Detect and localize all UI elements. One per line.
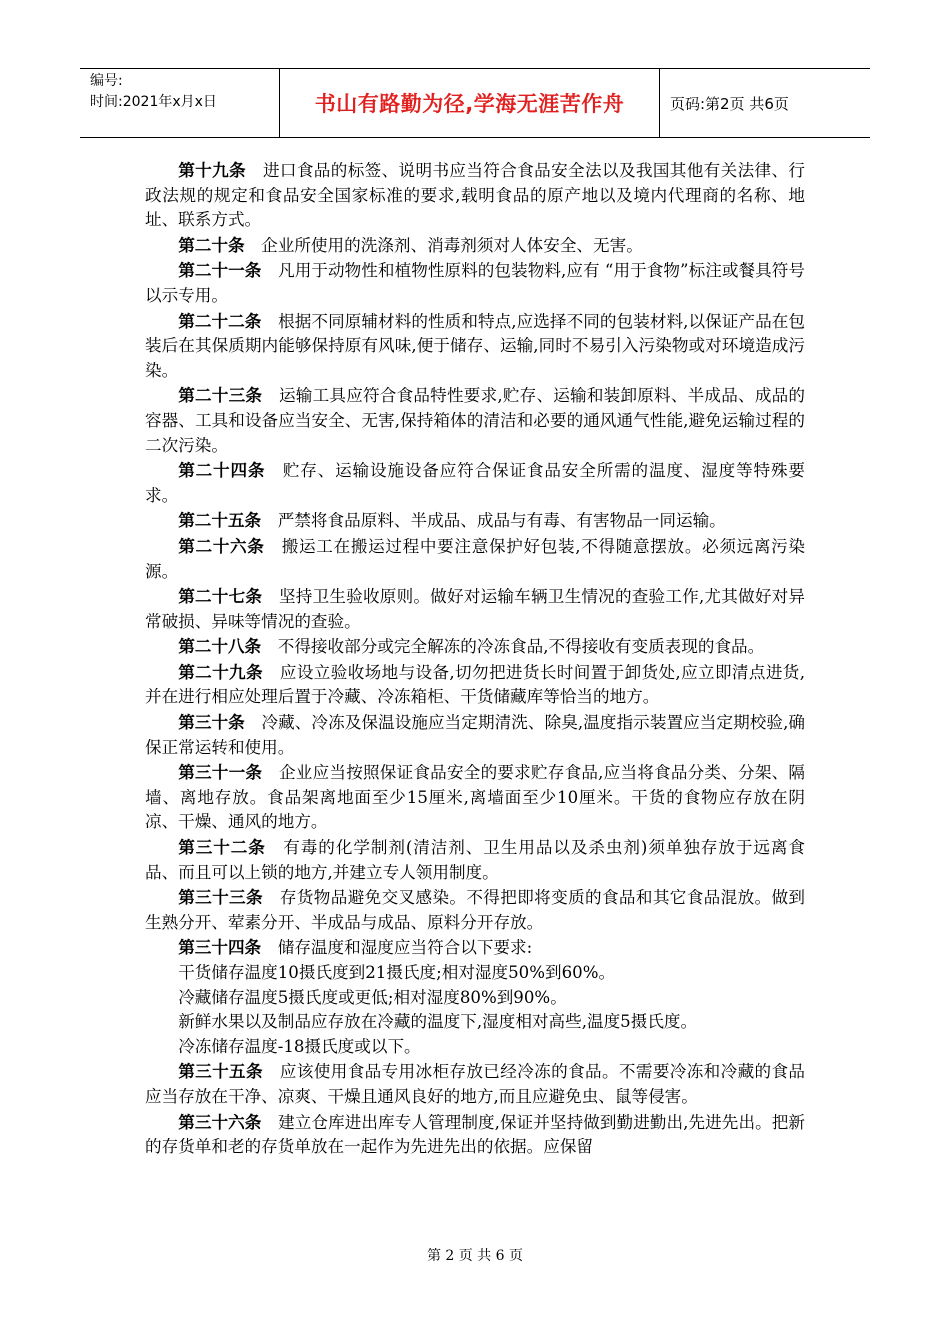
article-text: 应设立验收场地与设备,切勿把进货长时间置于卸货处,应立即清点进货,并在进行相应处理后置于冷藏、冷冻箱柜、干货储藏库等恰当的地方。	[145, 662, 806, 707]
article-title: 第二十八条	[178, 636, 262, 657]
article-paragraph	[145, 1110, 805, 1160]
article-paragraph	[145, 885, 805, 935]
article-paragraph	[145, 508, 805, 534]
article-text: 企业应当按照保证食品安全的要求贮存食品,应当将食品分类、分架、隔墙、离地存放。食品架离地面至少15厘米,离墙面至少10厘米。干货的食物应存放在阴凉、干燥、通风的地方。	[145, 763, 806, 832]
article-paragraph	[145, 634, 805, 660]
article-title: 第二十六条	[178, 535, 265, 556]
article-title: 第三十二条	[178, 837, 266, 858]
article-title: 第三十三条	[178, 887, 263, 908]
storage-requirements	[145, 961, 805, 1059]
article-text: 应该使用食品专用冰柜存放已经冷冻的食品。不需要冷冻和冷藏的食品应当存放在干净、凉爽、干燥且通风良好的地方,而且应避免虫、鼠等侵害。	[145, 1062, 806, 1106]
article-title: 第二十七条	[178, 586, 263, 607]
article-text: 储存温度和湿度应当符合以下要求:	[277, 938, 533, 958]
article-text: 严禁将食品原料、半成品、成品与有毒、有害物品一同运输。	[277, 511, 726, 531]
article-title: 第二十条	[178, 234, 245, 255]
article-title: 第二十二条	[178, 310, 262, 331]
article-text: 进口食品的标签、说明书应当符合食品安全法以及我国其他有关法律、行政法规的规定和食品安全国家标准的要求,载明食品的原产地以及境内代理商的名称、地址、联系方式。	[145, 161, 806, 230]
article-title: 第二十一条	[178, 260, 262, 281]
article-title: 第三十六条	[178, 1111, 262, 1132]
article-paragraph	[145, 534, 805, 584]
article-text: 凡用于动物性和植物性原料的包装物料,应有 “用于食物”标注或餐具符号以示专用。	[145, 261, 806, 305]
article-text: 运输工具应符合食品特性要求,贮存、运输和装卸原料、半成品、成品的容器、工具和设备应当安全、无害,保持箱体的清洁和必要的通风通气性能,避免运输过程的二次污染。	[145, 386, 806, 455]
article-title: 第二十五条	[178, 510, 262, 531]
article-paragraph	[145, 760, 805, 835]
article-title: 第十九条	[178, 160, 246, 180]
article-text: 不得接收部分或完全解冻的冷冻食品,不得接收有变质表现的食品。	[277, 637, 765, 657]
number-label: 编号:	[90, 73, 123, 89]
storage-line: 新鲜水果以及制品应存放在冷藏的温度下,湿度相对高些,温度5摄氏度。	[178, 1012, 698, 1032]
document-body	[145, 158, 805, 1160]
storage-line: 冷藏储存温度5摄氏度或更低;相对湿度80%到90%。	[178, 987, 567, 1007]
article-paragraph	[145, 258, 805, 308]
article-text: 搬运工在搬运过程中要注意保护好包装,不得随意摆放。必须远离污染源。	[145, 536, 805, 581]
page-header	[80, 68, 870, 138]
storage-line: 冷冻储存温度-18摄氏度或以下。	[178, 1036, 421, 1056]
article-title: 第二十四条	[178, 460, 266, 481]
header-motto: 书山有路勤为径,学海无涯苦作舟	[280, 69, 660, 137]
articles-list	[145, 158, 805, 961]
article-paragraph	[145, 935, 805, 961]
article-paragraph	[145, 233, 805, 259]
article-paragraph	[145, 1059, 805, 1109]
article-title: 第三十五条	[178, 1061, 263, 1082]
storage-line: 干货储存温度10摄氏度到21摄氏度;相对湿度50%到60%。	[178, 963, 616, 982]
article-paragraph	[145, 309, 805, 384]
article-text: 建立仓库进出库专人管理制度,保证并坚持做到勤进勤出,先进先出。把新的存货单和老的存货单放在一起作为先进先出的依据。应保留	[145, 1112, 805, 1157]
article-title: 第三十一条	[178, 762, 263, 783]
article-title: 第三十四条	[178, 937, 262, 958]
article-paragraph	[145, 660, 805, 710]
article-paragraph	[145, 383, 805, 458]
articles-list-continued	[145, 1059, 805, 1159]
article-paragraph	[145, 710, 805, 760]
page-footer: 第 2 页 共 6 页	[426, 1248, 524, 1264]
article-title: 第三十条	[178, 712, 245, 733]
article-text: 根据不同原辅材料的性质和特点,应选择不同的包装材料,以保证产品在包装后在其保质期内能够保持原有风味,便于储存、运输,同时不易引入污染物或对环境造成污染。	[145, 311, 805, 380]
article-text: 存货物品避免交叉感染。不得把即将变质的食品和其它食品混放。做到生熟分开、荤素分开、半成品与成品、原料分开存放。	[145, 888, 806, 932]
header-page-info: 页码:第2页 共6页	[670, 94, 789, 113]
time-label: 时间:2021年x月x日	[90, 94, 217, 110]
article-title: 第二十九条	[178, 661, 263, 682]
article-text: 企业所使用的洗涤剂、消毒剂须对人体安全、无害。	[261, 235, 643, 255]
article-text: 冷藏、冷冻及保温设施应当定期清洗、除臭,温度指示装置应当定期校验,确保正常运转和使用。	[145, 713, 805, 757]
article-text: 贮存、运输设施设备应符合保证食品安全所需的温度、湿度等特殊要求。	[145, 461, 806, 505]
article-paragraph	[145, 158, 805, 233]
article-text: 有毒的化学制剂(清洁剂、卫生用品以及杀虫剂)须单独存放于远离食品、而且可以上锁的地方,并建立专人领用制度。	[145, 838, 806, 882]
header-meta	[80, 69, 280, 137]
article-paragraph	[145, 584, 805, 634]
article-text: 坚持卫生验收原则。做好对运输车辆卫生情况的查验工作,尤其做好对异常破损、异味等情况的查验。	[145, 587, 806, 631]
article-paragraph	[145, 458, 805, 508]
article-paragraph	[145, 835, 805, 885]
article-title: 第二十三条	[178, 385, 263, 406]
